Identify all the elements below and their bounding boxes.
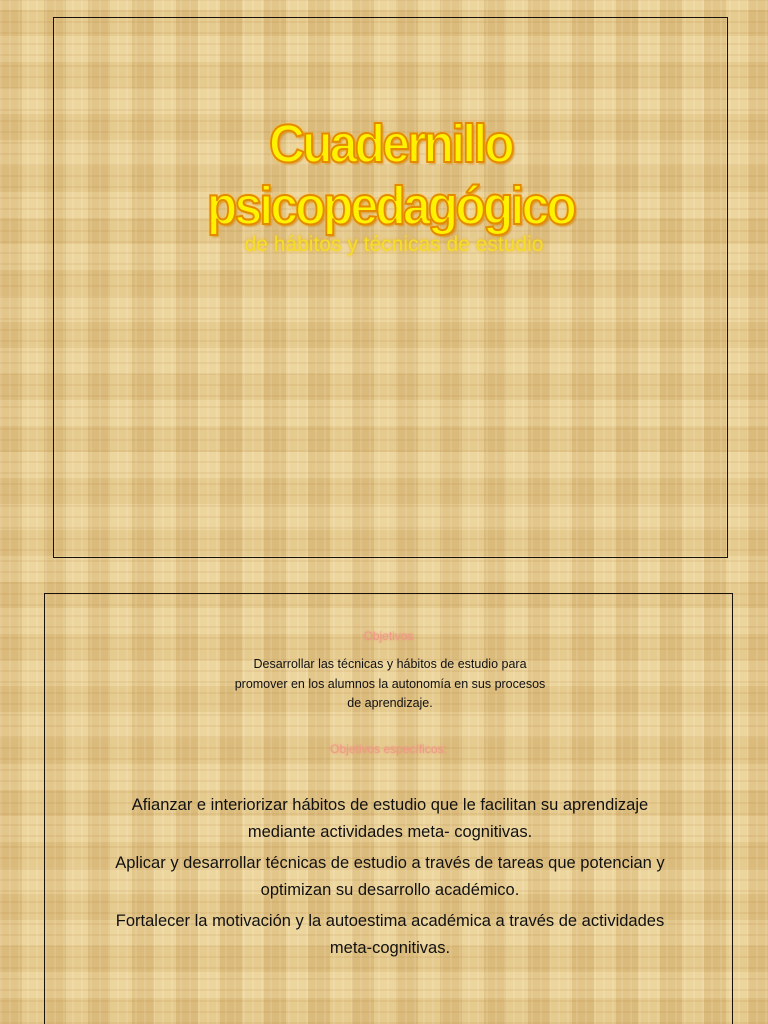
cover-title: Cuadernillo psicopedagógico	[206, 114, 575, 236]
specific-objective-item: Afianzar e interiorizar hábitos de estudio que le facilitan su aprendizaje mediante actividades meta- cognitivas.	[131, 796, 649, 841]
objectives-slide	[44, 593, 733, 1024]
cover-subtitle: de hábitos y técnicas de estudio	[244, 233, 544, 256]
general-objective-text: Desarrollar las técnicas y hábitos de estudio para promover en los alumnos la autonomía en sus procesos de aprendizaje.	[234, 657, 546, 710]
specific-objectives-heading: Objetivos específicos:	[330, 742, 447, 756]
specific-objectives-list	[105, 792, 675, 966]
cover-slide	[53, 17, 728, 558]
specific-objective-item: Fortalecer la motivación y la autoestima académica a través de actividades meta-cognitivas.	[115, 912, 665, 957]
specific-objective-item: Aplicar y desarrollar técnicas de estudio a través de tareas que potencian y optimizan su desarrollo académico.	[115, 854, 665, 899]
objectives-heading: Objetivos	[363, 629, 414, 643]
